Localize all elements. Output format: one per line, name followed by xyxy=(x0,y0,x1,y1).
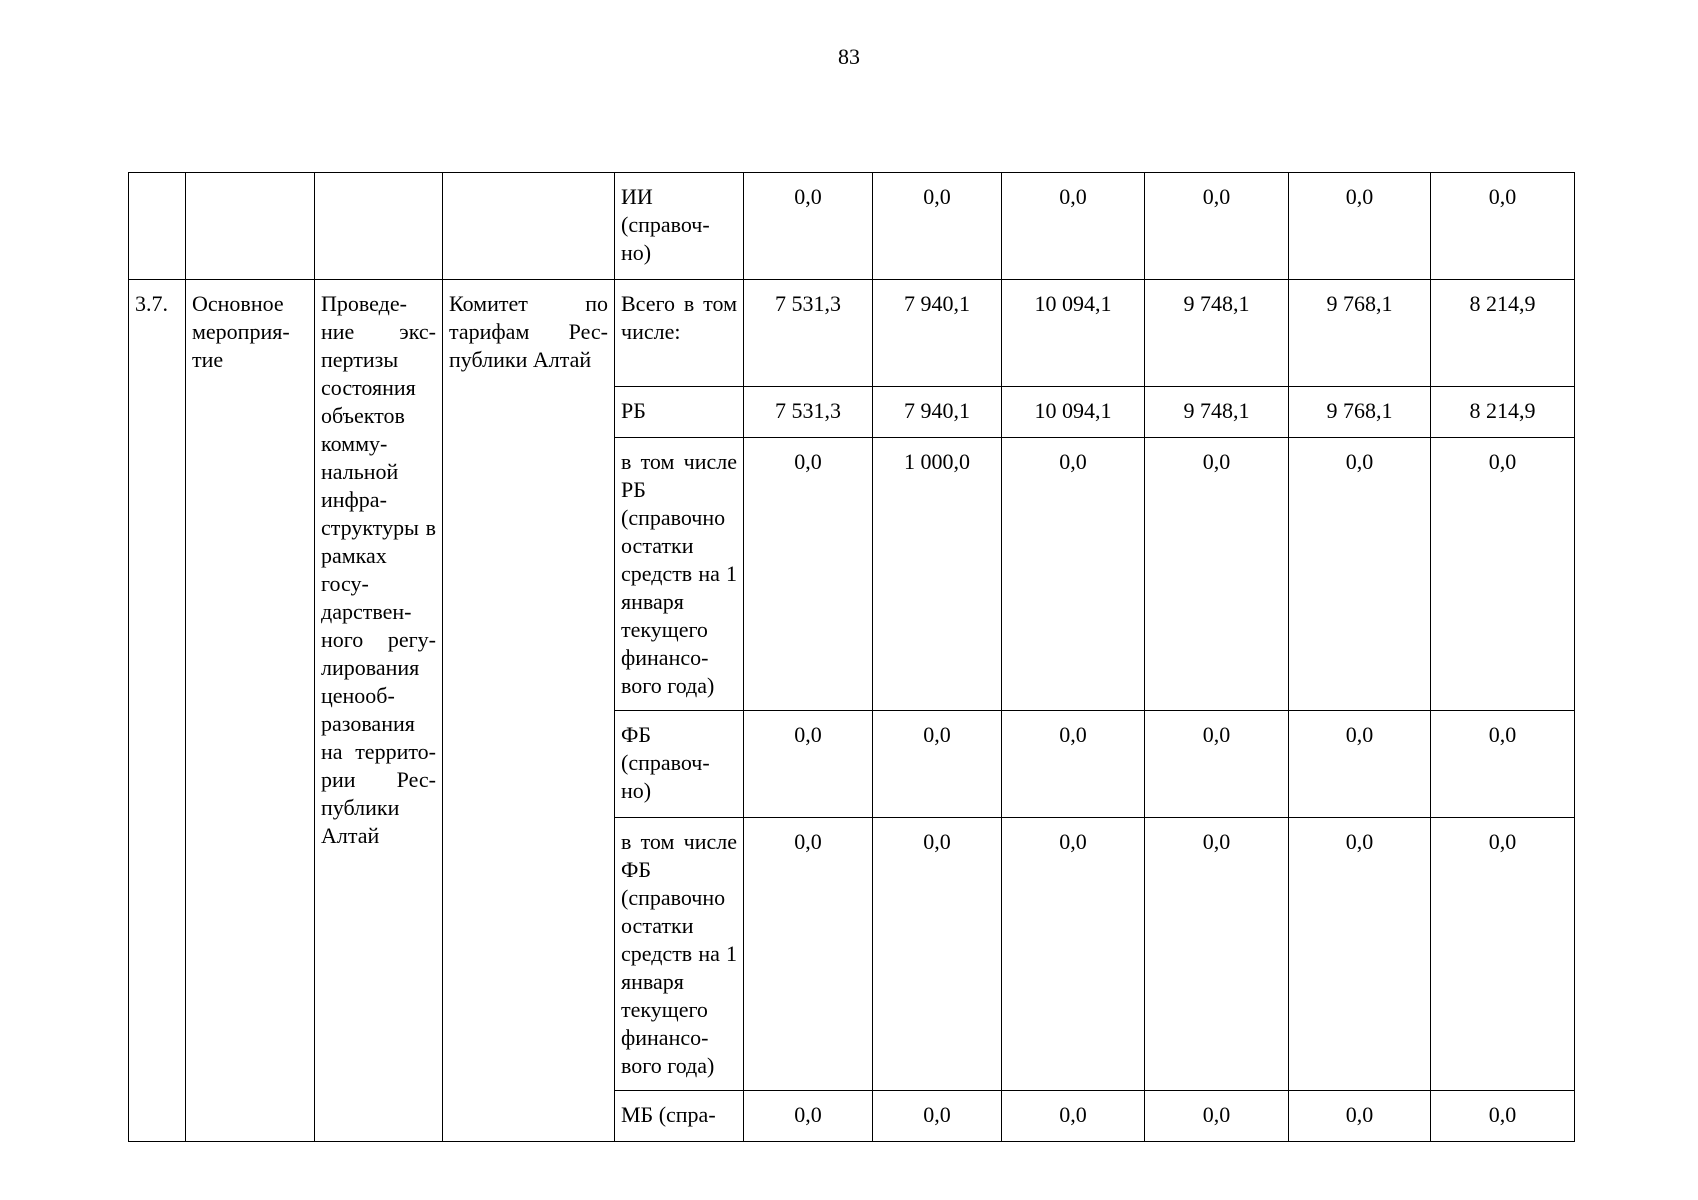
value-cell: 7 940,1 xyxy=(873,387,1002,438)
value-cell: 7 531,3 xyxy=(744,387,873,438)
funding-source: Всего в том числе: xyxy=(615,280,744,387)
value-cell: 0,0 xyxy=(1145,173,1289,280)
value-cell: 0,0 xyxy=(1002,173,1145,280)
value-cell: 0,0 xyxy=(1145,711,1289,818)
empty-cell xyxy=(129,173,186,280)
value-cell: 0,0 xyxy=(1431,438,1575,711)
value-cell: 0,0 xyxy=(744,1091,873,1142)
value-cell: 0,0 xyxy=(1431,711,1575,818)
empty-cell xyxy=(315,173,443,280)
funding-source: в том числе РБ (справочно остатки средств на 1 января текущего финансо-вого года) xyxy=(615,438,744,711)
value-cell: 9 768,1 xyxy=(1289,387,1431,438)
table-row xyxy=(129,173,1575,280)
value-cell: 0,0 xyxy=(1431,818,1575,1091)
value-cell: 0,0 xyxy=(1145,1091,1289,1142)
funding-source: ИИ (справоч-но) xyxy=(615,173,744,280)
value-cell: 0,0 xyxy=(1145,438,1289,711)
value-cell: 9 748,1 xyxy=(1145,387,1289,438)
value-cell: 10 094,1 xyxy=(1002,280,1145,387)
value-cell: 0,0 xyxy=(744,438,873,711)
value-cell: 8 214,9 xyxy=(1431,280,1575,387)
funding-source: РБ xyxy=(615,387,744,438)
empty-cell xyxy=(443,173,615,280)
value-cell: 0,0 xyxy=(1145,818,1289,1091)
value-cell: 0,0 xyxy=(1002,438,1145,711)
value-cell: 0,0 xyxy=(1289,173,1431,280)
value-cell: 8 214,9 xyxy=(1431,387,1575,438)
funding-source: ФБ (справоч-но) xyxy=(615,711,744,818)
item-executor: Комитет по тарифам Рес-публики Алтай xyxy=(443,280,615,1142)
funding-source: в том числе ФБ (справочно остатки средств на 1 января текущего финансо-вого года) xyxy=(615,818,744,1091)
value-cell: 0,0 xyxy=(873,1091,1002,1142)
value-cell: 9 748,1 xyxy=(1145,280,1289,387)
item-type: Основное мероприя-тие xyxy=(186,280,315,1142)
item-number: 3.7. xyxy=(129,280,186,1142)
value-cell: 0,0 xyxy=(1431,1091,1575,1142)
value-cell: 0,0 xyxy=(1289,438,1431,711)
value-cell: 9 768,1 xyxy=(1289,280,1431,387)
page-number: 83 xyxy=(838,44,860,69)
value-cell: 0,0 xyxy=(1289,711,1431,818)
funding-source: МБ (спра- xyxy=(615,1091,744,1142)
value-cell: 7 940,1 xyxy=(873,280,1002,387)
value-cell: 0,0 xyxy=(1002,818,1145,1091)
value-cell: 0,0 xyxy=(1431,173,1575,280)
value-cell: 0,0 xyxy=(1289,818,1431,1091)
value-cell: 0,0 xyxy=(873,173,1002,280)
value-cell: 0,0 xyxy=(1289,1091,1431,1142)
budget-table xyxy=(128,172,1575,1142)
value-cell: 10 094,1 xyxy=(1002,387,1145,438)
value-cell: 0,0 xyxy=(1002,1091,1145,1142)
value-cell: 0,0 xyxy=(873,818,1002,1091)
value-cell: 1 000,0 xyxy=(873,438,1002,711)
value-cell: 0,0 xyxy=(744,711,873,818)
value-cell: 0,0 xyxy=(744,173,873,280)
empty-cell xyxy=(186,173,315,280)
table-row xyxy=(129,280,1575,387)
value-cell: 7 531,3 xyxy=(744,280,873,387)
item-name: Проведе-ние экс-пертизы состояния объектов комму-нальной инфра-структуры в рамках госу-дарствен-ного регу-лирования ценооб-разования на террито-рии Рес-публики Алтай xyxy=(315,280,443,1142)
value-cell: 0,0 xyxy=(1002,711,1145,818)
value-cell: 0,0 xyxy=(873,711,1002,818)
value-cell: 0,0 xyxy=(744,818,873,1091)
